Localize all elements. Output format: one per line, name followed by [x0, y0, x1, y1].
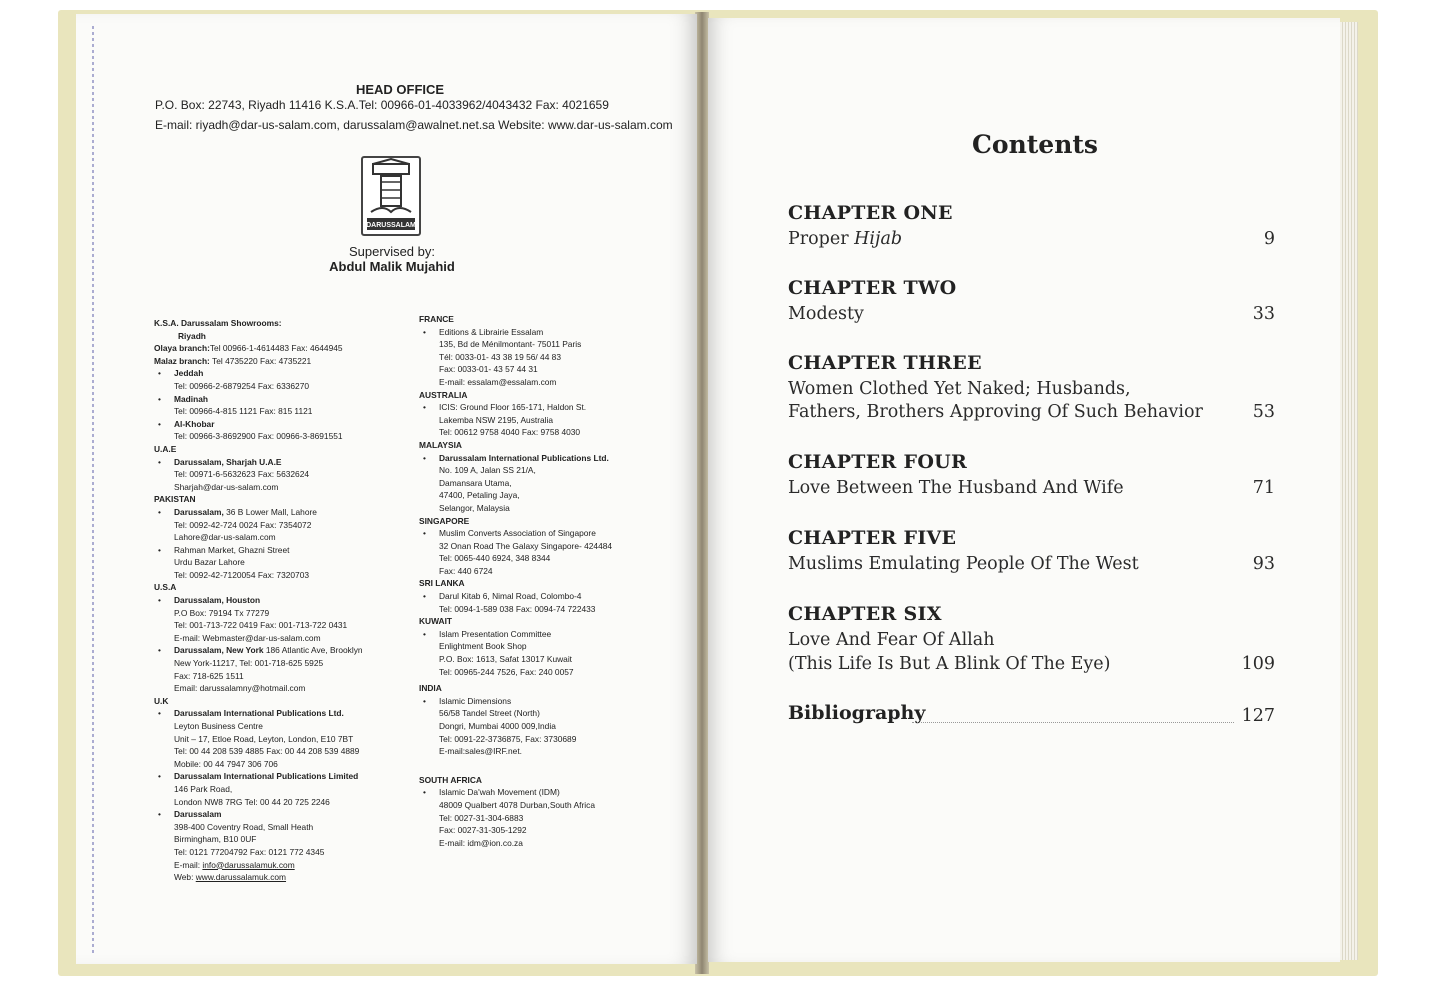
showrooms-column-1 — [154, 317, 404, 884]
list-item: • Darussalam, 36 B Lower Mall, Lahore Tel: 0092-42-724 0024 Fax: 7354072 Lahore@dar-us-salam.com — [158, 506, 317, 543]
region-heading: U.A.E — [154, 443, 177, 454]
list-item: • Jeddah Tel: 00966-2-6879254 Fax: 6336270 — [158, 368, 310, 391]
chapter-heading: CHAPTER FIVE — [788, 527, 957, 549]
contents-title: Contents — [972, 130, 1099, 159]
region-heading: U.K — [154, 695, 169, 706]
chapter-heading: CHAPTER SIX — [788, 603, 942, 625]
supervised-label: Supervised by: — [349, 244, 435, 259]
list-item: • Rahman Market, Ghazni Street Urdu Bazar Lahore Tel: 0092-42-7120054 Fax: 7320703 — [158, 544, 310, 580]
book-spine — [695, 12, 709, 974]
list-item: • Al-Khobar Tel: 00966-3-8692900 Fax: 00966-3-8691551 — [158, 418, 343, 442]
region-heading: SOUTH AFRICA — [419, 774, 482, 785]
city-heading: Riyadh — [178, 330, 206, 341]
email-link: info@darussalamuk.com — [202, 859, 295, 870]
chapter-heading: CHAPTER FOUR — [788, 451, 968, 473]
chapter-heading: CHAPTER TWO — [788, 277, 957, 299]
list-item: • Muslim Converts Association of Singapore 32 Onan Road The Galaxy Singapore- 424484 Tel: 0065-440 6924, 348 8344 Fax: 440 6724 — [423, 528, 613, 576]
list-item: • Darul Kitab 6, Nimal Road, Colombo-4 Tel: 0094-1-589 038 Fax: 0094-74 722433 — [423, 591, 596, 614]
chapter-title: Muslims Emulating People Of The West — [788, 554, 1139, 574]
chapter-heading: CHAPTER THREE — [788, 352, 982, 374]
head-office-address: P.O. Box: 22743, Riyadh 11416 K.S.A.Tel: 00966-01-4033962/4043432 Fax: 4021659 — [155, 98, 609, 112]
chapter-heading: CHAPTER ONE — [788, 202, 953, 224]
chapter-page-number: 9 — [1263, 229, 1275, 249]
region-heading: AUSTRALIA — [419, 389, 468, 400]
logo-text: DARUSSALAM — [366, 222, 416, 229]
chapter-title: Love And Fear Of Allah — [788, 630, 995, 650]
page-stitching — [92, 26, 94, 956]
region-heading: K.S.A. Darussalam Showrooms: — [154, 318, 282, 328]
showrooms-column-2 — [419, 313, 659, 849]
head-office-title: HEAD OFFICE — [355, 82, 445, 97]
list-item: • Islam Presentation Committee Enlightment Book Shop P.O. Box: 1613, Safat 13017 Kuwait Tel: 00965-244 7526, Fax: 240 0057 — [423, 628, 574, 677]
region-heading: PAKISTAN — [154, 494, 196, 505]
list-item: • Darussalam International Publications Limited 146 Park Road, London NW8 7RG Tel: 00 44 20 725 2246 — [158, 771, 359, 807]
region-heading: INDIA — [419, 683, 442, 694]
dot-leader — [912, 722, 1234, 723]
darussalam-logo-icon — [361, 156, 421, 236]
list-item: • Darussalam International Publications Ltd. No. 109 A, Jalan SS 21/A, Damansara Utama, 47400, Petaling Jaya, Selangor, Malaysia — [423, 452, 609, 513]
chapter-title: Proper Hijab — [788, 229, 903, 249]
list-item: • Islamic Dimensions 56/58 Tandel Street (North) Dongri, Mumbai 4000 009,India Tel: 0091-22-3736875, Fax: 3730689 E-mail:sales@IRF.net. — [423, 695, 577, 757]
region-heading: KUWAIT — [419, 616, 453, 627]
region-heading: U.S.A — [154, 582, 177, 593]
list-item: • Darussalam, New York 186 Atlantic Ave, Brooklyn New York-11217, Tel: 001-718-625 5925 Fax: 718-625 1511 Email: darussalamny@hotmail.com — [158, 645, 363, 694]
chapter-page-number: 93 — [1252, 554, 1275, 574]
address-line: Olaya branch:Tel 00966-1-4614483 Fax: 4644945 — [154, 343, 343, 354]
list-item: • Editions & Librairie Essalam 135, Bd de Ménilmontant- 75011 Paris Tél: 0033-01- 43 38 19 56/ 44 83 Fax: 0033-01- 43 57 44 31 E-mail: essalam@essalam.com — [423, 326, 582, 387]
chapter-page-number: 33 — [1252, 304, 1275, 324]
list-item: • Darussalam International Publications Ltd. Leyton Business Centre Unit – 17, Etloe Road, Leyton, London, E10 7BT Tel: 00 44 208 539 4885 Fax: 00 44 208 539 4889 Mobile: 00 44 7947 306 706 — [158, 708, 360, 769]
chapter-title: Modesty — [788, 304, 864, 324]
region-heading: FRANCE — [419, 314, 454, 324]
list-item: • ICIS: Ground Floor 165-171, Haldon St. Lakemba NSW 2195, Australia Tel: 00612 9758 4040 Fax: 9758 4030 — [423, 402, 587, 438]
list-item: • Darussalam, Sharjah U.A.E Tel: 00971-6-5632623 Fax: 5632624 Sharjah@dar-us-salam.com — [158, 456, 310, 492]
website-link: www.darussalamuk.com — [195, 872, 287, 883]
bibliography-page-number: 127 — [1241, 706, 1275, 726]
list-item: • Madinah Tel: 00966-4-815 1121 Fax: 815 1121 — [158, 393, 313, 417]
chapter-title: Women Clothed Yet Naked; Husbands, — [788, 379, 1131, 399]
list-item: • Darussalam 398-400 Coventry Road, Small Heath Birmingham, B10 0UF Tel: 0121 77204792 Fax: 0121 772 4345 E-mail: info@darussalamuk.com Web: www.darussalamuk.com — [158, 809, 325, 883]
chapter-title: Fathers, Brothers Approving Of Such Behavior — [788, 402, 1203, 422]
chapter-title: Love Between The Husband And Wife — [788, 478, 1124, 498]
bibliography-heading: Bibliography — [788, 702, 926, 724]
chapter-title: (This Life Is But A Blink Of The Eye) — [788, 654, 1111, 674]
chapter-page-number: 71 — [1252, 478, 1275, 498]
list-item: • Darussalam, Houston P.O Box: 79194 Tx 77279 Tel: 001-713-722 0419 Fax: 001-713-722 0431 E-mail: Webmaster@dar-us-salam.com — [158, 595, 348, 643]
region-heading: SRI LANKA — [419, 578, 465, 589]
list-item: • Islamic Da'wah Movement (IDM) 48009 Qualbert 4078 Durban,South Africa Tel: 0027-31-304-6883 Fax: 0027-31-305-1292 E-mail: idm@ion.co.za — [423, 787, 595, 848]
address-line: Malaz branch: Tel 4735220 Fax: 4735221 — [154, 355, 312, 366]
head-office-contact: E-mail: riyadh@dar-us-salam.com, darussalam@awalnet.net.sa Website: www.dar-us-salam.com — [155, 118, 673, 132]
region-heading: MALAYSIA — [419, 439, 462, 450]
supervisor-name: Abdul Malik Mujahid — [329, 259, 455, 274]
chapter-page-number: 109 — [1241, 654, 1275, 674]
chapter-page-number: 53 — [1252, 402, 1275, 422]
page-edges — [1340, 22, 1358, 960]
region-heading: SINGAPORE — [419, 515, 470, 526]
